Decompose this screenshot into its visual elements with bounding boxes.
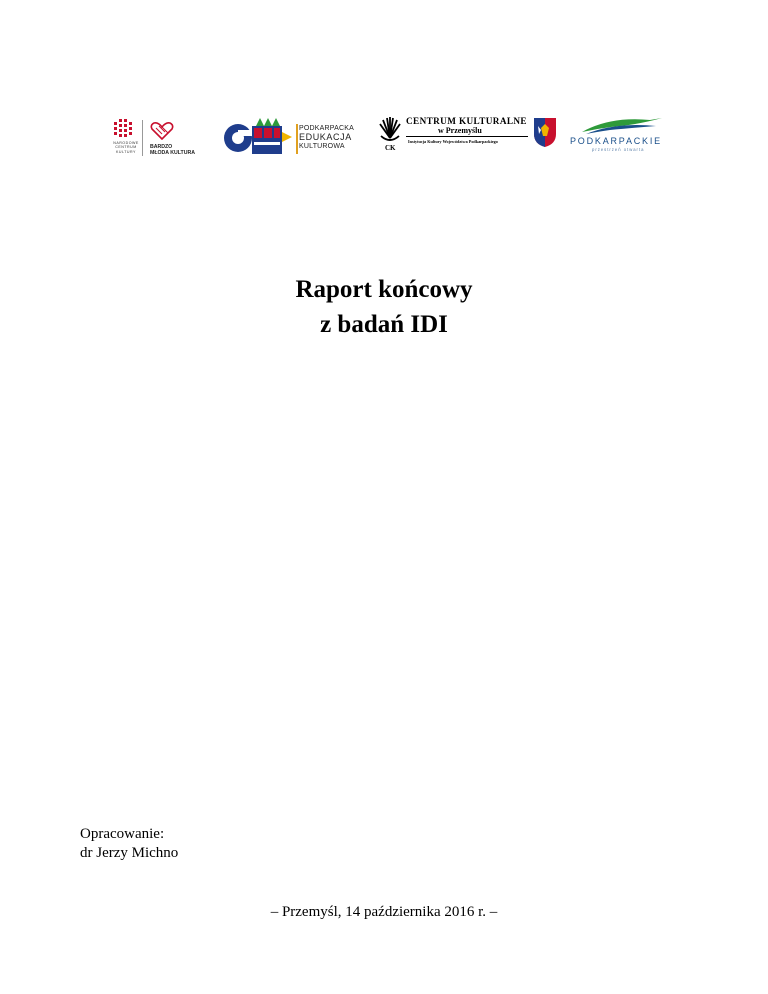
pek-emblem-icon bbox=[222, 116, 294, 160]
bmk-text: BARDZO MŁODA KULTURA bbox=[150, 144, 195, 156]
document-title-line1: Raport końcowy bbox=[295, 276, 473, 303]
podkarpackie-logo bbox=[570, 114, 670, 160]
logo-strip bbox=[0, 110, 768, 160]
logo-divider bbox=[142, 120, 143, 156]
ck-fan-icon bbox=[376, 114, 404, 154]
heart-icon bbox=[150, 122, 174, 140]
ck-mark-text: CK bbox=[385, 144, 396, 152]
place-date-footer: – Przemyśl, 14 października 2016 r. – bbox=[270, 904, 498, 920]
ck-title: CENTRUM KULTURALNE bbox=[406, 116, 527, 126]
ck-logo bbox=[376, 114, 561, 160]
pek-logo bbox=[222, 116, 362, 160]
nck-text: NARODOWE CENTRUM KULTURY bbox=[113, 141, 139, 154]
author-label: Opracowanie: bbox=[80, 826, 165, 842]
nck-bmk-logo bbox=[112, 118, 212, 158]
ck-rule bbox=[406, 136, 528, 137]
podkarpackie-name: PODKARPACKIE bbox=[570, 136, 662, 146]
hills-icon bbox=[580, 114, 666, 136]
coat-of-arms-icon bbox=[532, 116, 558, 148]
author-name: dr Jerzy Michno bbox=[80, 845, 179, 861]
ck-subtitle: w Przemyślu bbox=[438, 126, 482, 135]
ck-institution: Instytucja Kultury Województwa Podkarpackiego bbox=[408, 139, 498, 144]
podkarpackie-tagline: przestrzeń otwarta bbox=[592, 147, 645, 152]
pek-divider bbox=[296, 124, 298, 154]
pek-text: PODKARPACKA EDUKACJA KULTUROWA bbox=[299, 125, 354, 150]
document-title-line2: z badań IDI bbox=[320, 311, 448, 338]
nck-castle-icon bbox=[112, 118, 136, 140]
